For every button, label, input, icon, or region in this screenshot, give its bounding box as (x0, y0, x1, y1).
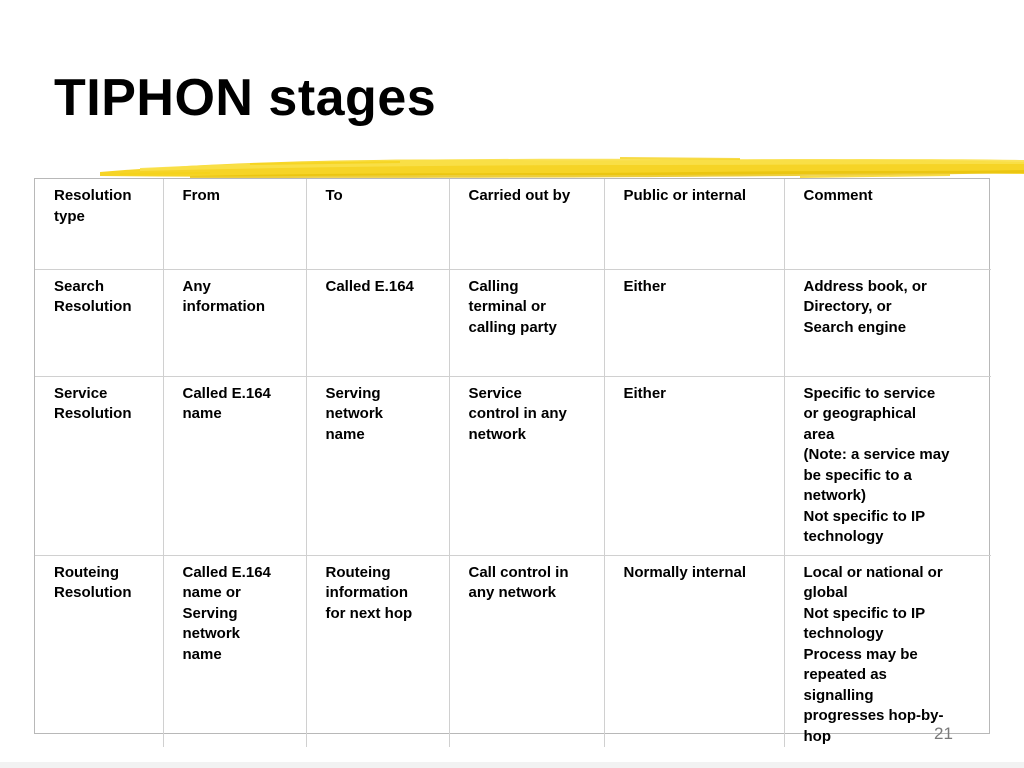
table-cell: Service control in any network (449, 376, 604, 555)
table-row-routeing-resolution (35, 555, 991, 747)
table-cell: Any information (163, 269, 306, 376)
table-row-search-resolution (35, 269, 991, 376)
page-number: 21 (934, 724, 953, 743)
table-cell: Either (604, 376, 784, 555)
table-cell: Calling terminal or calling party (449, 269, 604, 376)
table-cell: Normally internal (604, 555, 784, 747)
header-to: To (306, 179, 449, 269)
table-cell: Specific to service or geographical area (Note: a service may be specific to a network) Not specific to IP technology (784, 376, 991, 555)
resolution-table (34, 178, 990, 745)
table-cell: Serving network name (306, 376, 449, 555)
table-cell: Called E.164 (306, 269, 449, 376)
table-cell: Local or national or global Not specific to IP technology Process may be repeated as signalling progresses hop-by- hop (784, 555, 991, 747)
table-header-row (35, 179, 991, 269)
table-cell: Call control in any network (449, 555, 604, 747)
table-cell: Service Resolution (35, 376, 163, 555)
header-public-or-internal: Public or internal (604, 179, 784, 269)
table-cell: Called E.164 name or Serving network name (163, 555, 306, 747)
header-comment: Comment (784, 179, 991, 269)
table-cell: Either (604, 269, 784, 376)
table-cell: Search Resolution (35, 269, 163, 376)
slide-title: TIPHON stages (54, 69, 437, 127)
header-resolution-type: Resolution type (54, 187, 132, 225)
table-row-service-resolution (35, 376, 991, 555)
footer-divider (0, 762, 1024, 768)
table-cell: Called E.164 name (163, 376, 306, 555)
header-carried-out-by: Carried out by (449, 179, 604, 269)
table-cell: Routeing information for next hop (306, 555, 449, 747)
table-cell: Routeing Resolution (35, 555, 163, 747)
table-cell: Address book, or Directory, or Search engine (784, 269, 991, 376)
header-from: From (163, 179, 306, 269)
